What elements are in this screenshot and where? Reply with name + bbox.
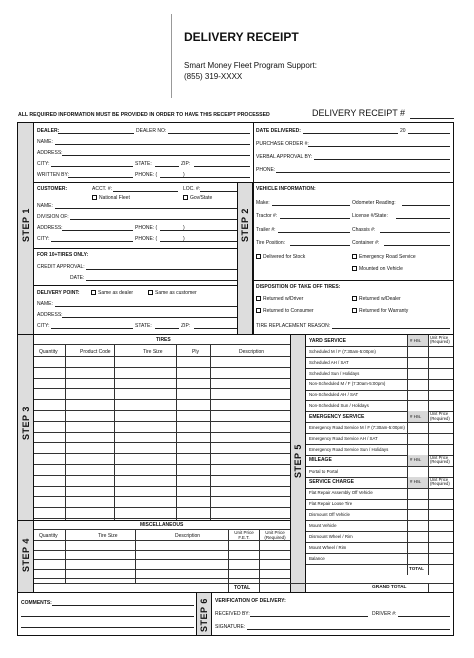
mounted-vehicle-checkbox[interactable] <box>352 266 357 271</box>
yard-service-header: YARD SERVICE <box>309 337 346 344</box>
table-row[interactable] <box>34 550 290 551</box>
table-row[interactable] <box>407 509 453 520</box>
approval-date-field[interactable] <box>86 280 250 281</box>
phone-paren: ) <box>183 172 185 178</box>
returned-warranty-checkbox[interactable] <box>352 308 357 313</box>
service-charge-price-label: Unit Price (Required) <box>430 476 450 487</box>
service-row-rule <box>306 564 453 565</box>
step4-label: STEP 4 <box>21 538 31 572</box>
delivery-address-label: ADDRESS: <box>37 312 63 318</box>
table-row[interactable] <box>34 486 290 487</box>
customer-address-field[interactable] <box>62 230 133 231</box>
table-row[interactable] <box>407 531 453 542</box>
credit-approval-label: CREDIT APPROVAL: <box>37 264 85 270</box>
delivery-state-field[interactable] <box>155 328 179 329</box>
received-by-label: RECEIVED BY: <box>215 611 250 617</box>
container-label: Container #: <box>352 240 380 246</box>
returned-driver-label: Returned w/Driver <box>263 296 304 302</box>
step5-label: STEP 5 <box>293 444 303 478</box>
date-delivered-field[interactable] <box>303 133 398 134</box>
odometer-label: Odometer Reading: <box>352 200 396 206</box>
received-by-field[interactable] <box>250 616 368 617</box>
table-row[interactable] <box>407 357 453 368</box>
service-charge-item: Dismount Off Vehicle <box>309 512 350 518</box>
dealer-no-field[interactable] <box>168 133 250 134</box>
table-row[interactable] <box>34 453 290 454</box>
table-row[interactable] <box>34 507 290 508</box>
national-fleet-label: National Fleet <box>99 195 130 201</box>
delivered-stock-label: Delivered for Stock <box>263 254 306 260</box>
verification-label: VERIFICATION OF DELIVERY: <box>215 598 286 604</box>
customer-label: CUSTOMER: <box>37 186 68 192</box>
table-row[interactable] <box>34 464 290 465</box>
returned-driver-checkbox[interactable] <box>256 296 261 301</box>
service-charge-header: SERVICE CHARGE <box>309 479 354 486</box>
year-field[interactable] <box>408 133 450 134</box>
table-row[interactable] <box>34 518 290 519</box>
customer-name-field[interactable] <box>55 208 250 209</box>
step2-label: STEP 2 <box>240 208 250 242</box>
dealer-city-field[interactable] <box>51 166 133 167</box>
date-delivered-label: DATE DELIVERED: <box>256 128 301 134</box>
table-row[interactable] <box>34 475 290 476</box>
tires-col-divider <box>65 344 66 520</box>
tires-col-product-code: Product Code <box>80 349 111 355</box>
container-field[interactable] <box>384 245 450 246</box>
dealer-state-label: STATE: <box>135 161 152 167</box>
customer-phone2-paren: ) <box>183 236 185 242</box>
verbal-approval-field[interactable] <box>314 159 450 160</box>
table-row[interactable] <box>407 433 453 444</box>
misc-col-quantity: Quantity <box>39 533 58 539</box>
misc-col-unit-price: Unit Price (Required) <box>264 530 286 540</box>
delivery-zip-label: ZIP: <box>181 323 191 329</box>
table-row[interactable] <box>34 569 290 570</box>
same-as-customer-checkbox[interactable] <box>148 290 153 295</box>
tires-only-header: FOR 10+TIRES ONLY: <box>37 252 89 258</box>
chassis-field[interactable] <box>380 232 450 233</box>
returned-warranty-label: Returned for Warranty <box>359 308 409 314</box>
vehicle-info-label: VEHICLE INFORMATION: <box>256 186 316 192</box>
gov-state-label: Gov/State <box>190 195 213 201</box>
step2-phone-label: PHONE: <box>256 167 276 173</box>
table-row[interactable] <box>34 399 290 400</box>
grand-total-label: GRAND TOTAL <box>372 585 407 590</box>
misc-table-title: MISCELLANEOUS <box>140 522 184 528</box>
total-rule <box>34 583 453 584</box>
trailer-field[interactable] <box>278 232 350 233</box>
tires-table-title: TIRES <box>156 337 171 343</box>
returned-dealer-checkbox[interactable] <box>352 296 357 301</box>
loc-label: LOC. #: <box>183 186 201 192</box>
year-prefix: 20 <box>400 128 406 134</box>
service-charge-hrs-label: # Hrs. <box>410 479 422 485</box>
misc-col-divider <box>259 529 260 583</box>
division-field[interactable] <box>70 219 250 220</box>
support-phone: (855) 319-XXXX <box>184 72 243 81</box>
comments-field-3[interactable] <box>21 627 194 628</box>
dealer-zip-label: ZIP: <box>181 161 191 167</box>
tires-col-divider <box>210 344 211 520</box>
table-row[interactable] <box>34 421 290 422</box>
delivery-state-label: STATE: <box>135 323 152 329</box>
tires-col-divider <box>176 344 177 520</box>
delivery-city-label: CITY: <box>37 323 50 329</box>
tires-col-quantity: Quantity <box>39 349 58 355</box>
misc-col-divider <box>228 529 229 583</box>
required-notice: ALL REQUIRED INFORMATION MUST BE PROVIDED IN ORDER TO HAVE THIS RECEIPT PROCESSED <box>18 112 270 118</box>
dealer-zip-field[interactable] <box>194 166 250 167</box>
tractor-label: Tractor #: <box>256 213 278 219</box>
table-row[interactable] <box>34 378 290 379</box>
table-row[interactable] <box>34 496 290 497</box>
table-row[interactable] <box>407 400 453 411</box>
signature-label: SIGNATURE: <box>215 624 246 630</box>
misc-header-rule <box>34 540 290 541</box>
price-col-divider <box>428 335 429 575</box>
license-label: License #/State: <box>352 213 388 219</box>
table-row[interactable] <box>407 422 453 433</box>
division-label: DIVISION OF: <box>37 214 69 220</box>
receipt-number-field[interactable] <box>410 118 454 119</box>
table-row[interactable] <box>407 390 453 401</box>
credit-approval-field[interactable] <box>86 269 250 270</box>
gov-state-checkbox[interactable] <box>183 195 188 200</box>
table-row[interactable] <box>407 542 453 553</box>
comments-label: COMMENTS: <box>21 600 52 606</box>
table-row[interactable] <box>407 444 453 455</box>
make-field[interactable] <box>272 205 350 206</box>
dealer-state-field[interactable] <box>155 166 179 167</box>
odometer-field[interactable] <box>402 205 450 206</box>
driver-no-field[interactable] <box>398 616 450 617</box>
dealer-label: DEALER: <box>37 128 60 134</box>
delivery-name-label: NAME: <box>37 301 53 307</box>
tires-col-divider <box>114 344 115 520</box>
tires-col-description: Description <box>239 349 265 355</box>
tires-header-rule <box>34 356 290 357</box>
delivery-point-label: DELIVERY POINT: <box>37 290 80 296</box>
driver-no-label: DRIVER #: <box>372 611 397 617</box>
customer-address-label: ADDRESS: <box>37 225 63 231</box>
emergency-service-price-label: Unit Price (Required) <box>430 411 450 421</box>
tire-position-field[interactable] <box>290 245 350 246</box>
acct-field[interactable] <box>113 191 178 192</box>
written-by-label: WRITTEN BY: <box>37 172 69 178</box>
step2-tab <box>237 183 253 334</box>
dealer-address-field[interactable] <box>62 155 250 156</box>
dealer-phone-label: PHONE: ( <box>135 172 158 178</box>
yard-service-item: Non-Scheduled AH / SAT <box>309 392 359 398</box>
yard-service-item: Scheduled M / F (7:30am-5:00pm) <box>309 348 376 354</box>
table-row[interactable] <box>407 553 453 564</box>
table-row[interactable] <box>34 578 290 579</box>
table-row[interactable] <box>407 346 453 357</box>
service-total-label: TOTAL <box>409 566 424 572</box>
trailer-label: Trailer #: <box>256 227 276 233</box>
yard-service-item: Non-Scheduled Sun / Holidays <box>309 403 369 409</box>
mounted-vehicle-label: Mounted on Vehicle <box>359 266 403 272</box>
comments-field-1[interactable] <box>52 605 194 606</box>
approval-date-label: DATE: <box>70 275 85 281</box>
dealer-address-label: ADDRESS: <box>37 150 63 156</box>
customer-phone2-label: PHONE: ( <box>135 236 158 242</box>
yard-service-price-label: Unit Price (Required) <box>430 334 450 345</box>
tires-col-ply: Ply <box>192 349 199 355</box>
misc-total-divider <box>259 583 260 592</box>
verbal-approval-label: VERBAL APPROVAL BY: <box>256 154 313 160</box>
misc-total-divider <box>228 583 229 592</box>
dealer-phone-field[interactable] <box>160 177 250 178</box>
po-label: PURCHASE ORDER #: <box>256 141 309 147</box>
mileage-header: MILEAGE <box>309 457 332 464</box>
misc-col-description: Description <box>175 533 201 539</box>
mileage-price-label: Unit Price (Required) <box>430 454 450 465</box>
returned-consumer-label: Returned to Consumer <box>263 308 314 314</box>
make-label: Make: <box>256 200 270 206</box>
yard-service-item: Non-Scheduled M / F (7:30am-5:00pm) <box>309 381 386 387</box>
table-row[interactable] <box>407 499 453 510</box>
table-row[interactable] <box>407 466 453 477</box>
table-row[interactable] <box>407 379 453 390</box>
misc-col-divider <box>65 529 66 583</box>
service-charge-item: Mount Vehicle <box>309 523 337 529</box>
service-charge-item: Dismount Wheel / Rim <box>309 534 353 539</box>
delivered-stock-checkbox[interactable] <box>256 254 261 259</box>
table-row[interactable] <box>34 442 290 443</box>
returned-dealer-label: Returned w/Dealer <box>359 296 401 302</box>
tire-position-label: Tire Position: <box>256 240 285 246</box>
grand-total-divider <box>428 583 429 592</box>
dealer-name-label: NAME: <box>37 139 53 145</box>
customer-phone-paren: ) <box>183 225 185 231</box>
page-title: DELIVERY RECEIPT <box>184 30 299 44</box>
emergency-service-hrs-label: # Hrs. <box>410 413 422 419</box>
emergency-road-checkbox[interactable] <box>352 254 357 259</box>
disposition-label: DISPOSITION OF TAKE OFF TIRES: <box>256 284 341 290</box>
step6-label: STEP 6 <box>199 598 209 632</box>
yard-service-item: Scheduled Sun / Holidays <box>309 370 360 376</box>
acct-label: ACCT. #: <box>92 186 113 192</box>
dealer-name-field[interactable] <box>55 144 250 145</box>
customer-city-field[interactable] <box>51 241 133 242</box>
mileage-item: Portal to Portal <box>309 468 339 474</box>
customer-phone-label: PHONE: ( <box>135 225 158 231</box>
emergency-service-item: Emergency Road Service AH / SAT <box>309 435 378 441</box>
emergency-service-header: EMERGENCY SERVICE <box>309 413 365 420</box>
table-row[interactable] <box>34 388 290 389</box>
table-row[interactable] <box>34 432 290 433</box>
same-as-dealer-label: Same as dealer <box>98 290 134 296</box>
emergency-service-item: Emergency Road Service M / F (7:30am-5:00pm) <box>309 425 405 430</box>
chassis-label: Chassis #: <box>352 227 376 233</box>
dealer-field[interactable] <box>58 133 134 134</box>
returned-consumer-checkbox[interactable] <box>256 308 261 313</box>
hrs-col-divider <box>407 335 408 575</box>
step3-label: STEP 3 <box>21 406 31 440</box>
step-divider <box>253 123 254 334</box>
service-charge-item: Balance <box>309 555 325 561</box>
tires-col-tire-size: Tire Size <box>143 349 163 355</box>
customer-city-label: CITY: <box>37 236 50 242</box>
written-by-field[interactable] <box>68 177 133 178</box>
table-row[interactable] <box>34 410 290 411</box>
support-line: Smart Money Fleet Program Support: <box>184 61 317 70</box>
misc-col-fet: Unit Price F.E.T. <box>234 530 254 540</box>
same-as-dealer-checkbox[interactable] <box>91 290 96 295</box>
signature-field[interactable] <box>247 629 450 630</box>
national-fleet-checkbox[interactable] <box>92 195 97 200</box>
table-row[interactable] <box>407 488 453 499</box>
mileage-hrs-label: # Hrs. <box>410 457 422 463</box>
tractor-field[interactable] <box>280 218 350 219</box>
replacement-reason-field[interactable] <box>332 328 450 329</box>
header-divider <box>171 14 172 98</box>
emergency-road-label: Emergency Road Service <box>359 254 416 260</box>
emergency-service-item: Emergency Road Service Sun / Holidays <box>309 446 389 452</box>
replacement-reason-label: TIRE REPLACEMENT REASON: <box>256 323 331 329</box>
yard-service-item: Scheduled AH / SAT <box>309 359 349 365</box>
misc-col-tire-size: Tire Size <box>98 533 118 539</box>
step2-phone-field[interactable] <box>276 172 450 173</box>
step1-label: STEP 1 <box>21 208 31 242</box>
delivery-name-field[interactable] <box>55 306 250 307</box>
misc-total-label: TOTAL <box>234 585 251 591</box>
same-as-customer-label: Same as customer <box>155 290 197 296</box>
table-row[interactable] <box>34 559 290 560</box>
license-field[interactable] <box>396 218 450 219</box>
customer-name-label: NAME: <box>37 203 53 209</box>
service-charge-item: Mount Wheel / Rim <box>309 544 347 550</box>
table-row[interactable] <box>407 520 453 531</box>
service-charge-item: Flat Repair Assembly Off Vehicle <box>309 490 373 496</box>
dealer-city-label: CITY: <box>37 161 50 167</box>
delivery-city-field[interactable] <box>51 328 133 329</box>
delivery-address-field[interactable] <box>62 317 250 318</box>
service-charge-item: Flat Repair Loose Tire <box>309 501 353 507</box>
po-field[interactable] <box>308 146 450 147</box>
yard-service-hrs-label: # Hrs. <box>410 337 422 343</box>
table-row[interactable] <box>407 368 453 379</box>
comments-field-2[interactable] <box>21 616 194 617</box>
misc-col-divider <box>135 529 136 583</box>
table-row[interactable] <box>34 367 290 368</box>
dealer-no-label: DEALER NO: <box>136 128 167 134</box>
receipt-number-label: DELIVERY RECEIPT # <box>312 108 406 118</box>
